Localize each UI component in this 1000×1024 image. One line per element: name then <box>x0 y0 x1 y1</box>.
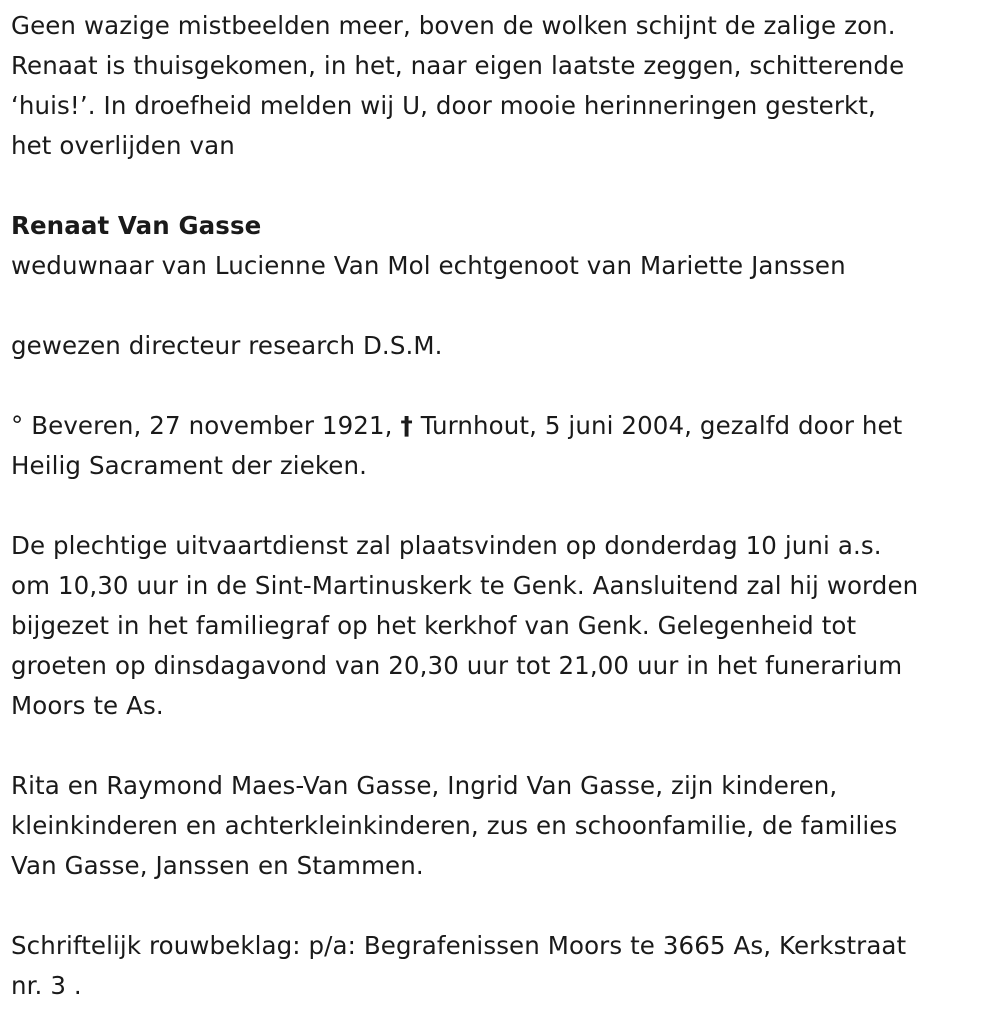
spacer <box>11 886 991 926</box>
life-dates-paragraph <box>11 406 991 486</box>
occupation-line: gewezen directeur research D.S.M. <box>11 331 443 360</box>
intro-paragraph: Geen wazige mistbeelden meer, boven de wolken schijnt de zalige zon. Renaat is thuisgekomen, in het, naar eigen laatste zeggen, schitterende ‘huis!’. In droefheid melden wij U, door mooie herinneringen gesterkt, het overlijden van <box>11 11 905 160</box>
spacer <box>11 366 991 406</box>
family-paragraph: Rita en Raymond Maes-Van Gasse, Ingrid Van Gasse, zijn kinderen, kleinkinderen en achterkleinkinderen, zus en schoonfamilie, de families Van Gasse, Janssen en Stammen. <box>11 771 898 880</box>
spacer <box>11 726 991 766</box>
deceased-name: Renaat Van Gasse <box>11 211 262 240</box>
obituary-document <box>11 6 991 1006</box>
cross-icon: † <box>400 411 413 440</box>
funeral-paragraph: De plechtige uitvaartdienst zal plaatsvinden op donderdag 10 juni a.s. om 10,30 uur in de Sint-Martinuskerk te Genk. Aansluitend zal hij worden bijgezet in het familiegraf op het kerkhof van Genk. Gelegenheid tot groeten op dinsdagavond van 20,30 uur tot 21,00 uur in het funerarium Moors te As. <box>11 531 919 720</box>
spacer <box>11 286 991 326</box>
death-text: Turnhout, 5 juni 2004, gezalfd door het Heilig Sacrament der zieken. <box>11 411 903 480</box>
condolences-paragraph: Schriftelijk rouwbeklag: p/a: Begrafenissen Moors te 3665 As, Kerkstraat nr. 3 . <box>11 931 907 1000</box>
birth-text: ° Beveren, 27 november 1921, <box>11 411 393 440</box>
relations-line: weduwnaar van Lucienne Van Mol echtgenoot van Mariette Janssen <box>11 251 846 280</box>
spacer <box>11 486 991 526</box>
spacer <box>11 166 991 206</box>
